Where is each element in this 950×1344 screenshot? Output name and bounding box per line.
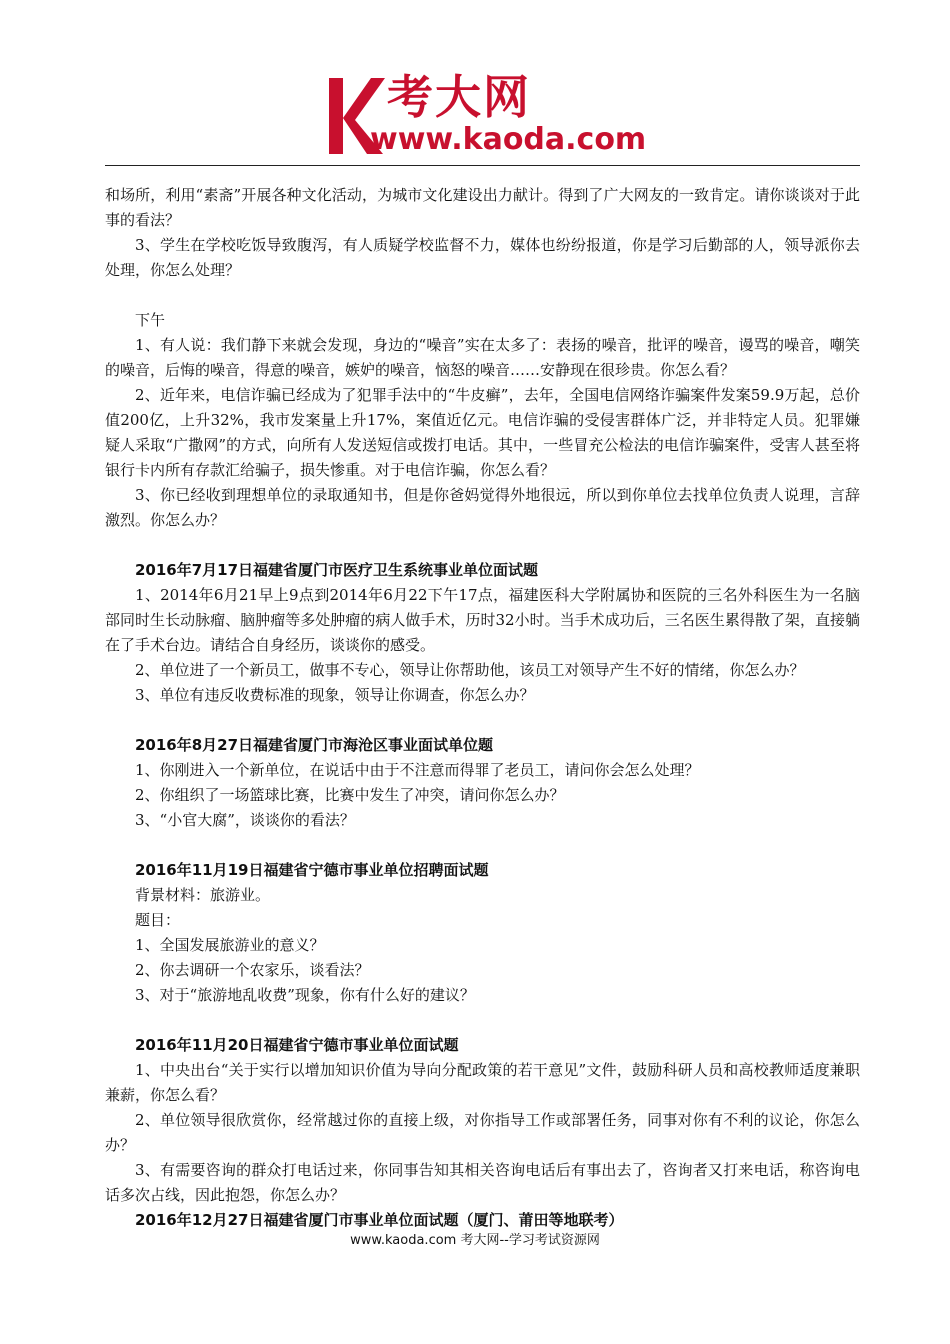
paragraph: 2、你组织了一场篮球比赛，比赛中发生了冲突，请问你怎么办？ bbox=[135, 786, 565, 804]
paragraph: 3、单位有违反收费标准的现象，领导让你调查，你怎么办？ bbox=[135, 686, 535, 704]
paragraph: 3、“小官大腐”，谈谈你的看法？ bbox=[135, 811, 355, 829]
logo-text: 考大网 bbox=[387, 70, 531, 124]
paragraph: 1、你刚进入一个新单位，在说话中由于不注意而得罪了老员工，请问你会怎么处理？ bbox=[135, 761, 700, 779]
paragraph: 2、你去调研一个农家乐，谈看法？ bbox=[135, 961, 370, 979]
logo-url[interactable]: www.kaoda.com bbox=[370, 122, 647, 157]
paragraph-gap bbox=[105, 833, 860, 858]
header-divider bbox=[105, 165, 860, 166]
paragraph-gap bbox=[105, 708, 860, 733]
paragraph: 和场所，利用“素斋”开展各种文化活动，为城市文化建设出力献计。得到了广大网友的一致肯定。请你谈谈对于此事的看法？ bbox=[105, 186, 860, 229]
section-heading: 2016年8月27日福建省厦门市海沧区事业面试单位题 bbox=[135, 736, 494, 754]
paragraph: 3、有需要咨询的群众打电话过来，你同事告知其相关咨询电话后有事出去了，咨询者又打来电话，称咨询电话多次占线，因此抱怨，你怎么办？ bbox=[105, 1161, 860, 1204]
paragraph: 背景材料：旅游业。 bbox=[135, 886, 271, 904]
paragraph: 2、单位领导很欣赏你，经常越过你的直接上级，对你指导工作或部署任务，同事对你有不利的议论，你怎么办？ bbox=[105, 1111, 860, 1154]
paragraph-gap bbox=[105, 1008, 860, 1033]
section-heading: 2016年7月17日福建省厦门市医疗卫生系统事业单位面试题 bbox=[135, 561, 539, 579]
section-heading: 2016年11月20日福建省宁德市事业单位面试题 bbox=[135, 1036, 459, 1054]
document-body bbox=[105, 183, 860, 1233]
paragraph: 1、中央出台“关于实行以增加知识价值为导向分配政策的若干意见”文件，鼓励科研人员和高校教师适度兼职兼薪，你怎么看？ bbox=[105, 1061, 860, 1104]
paragraph: 2、近年来，电信诈骗已经成为了犯罪手法中的“牛皮癣”，去年，全国电信网络诈骗案件发案59.9万起，总价值200亿，上升32%，我市发案量上升17%，案值近亿元。电信诈骗的受侵害群体广泛，并非特定人员。犯罪嫌疑人采取“广撒网”的方式，向所有人发送短信或拨打电话。其中，一些冒充公检法的电信诈骗案件，受害人甚至将银行卡内所有存款汇给骗子，损失惨重。对于电信诈骗，你怎么看？ bbox=[105, 386, 860, 479]
paragraph: 3、你已经收到理想单位的录取通知书，但是你爸妈觉得外地很远，所以到你单位去找单位负责人说理，言辞激烈。你怎么办？ bbox=[105, 486, 860, 529]
section-heading: 2016年12月27日福建省厦门市事业单位面试题（厦门、莆田等地联考） bbox=[135, 1211, 624, 1229]
page-footer: www.kaoda.com 考大网--学习考试资源网 bbox=[350, 1233, 600, 1248]
paragraph: 2、单位进了一个新员工，做事不专心，领导让你帮助他，该员工对领导产生不好的情绪，你怎么办？ bbox=[135, 661, 805, 679]
paragraph: 下午 bbox=[135, 311, 166, 329]
paragraph-gap bbox=[105, 283, 860, 308]
section-heading: 2016年11月19日福建省宁德市事业单位招聘面试题 bbox=[135, 861, 489, 879]
paragraph: 1、有人说：我们静下来就会发现，身边的“噪音”实在太多了：表扬的噪音，批评的噪音，谩骂的噪音，嘲笑的噪音，后悔的噪音，得意的噪音，嫉妒的噪音，恼怒的噪音……安静现在很珍贵。你怎么看？ bbox=[105, 336, 860, 379]
paragraph-gap bbox=[105, 533, 860, 558]
paragraph: 题目： bbox=[135, 911, 181, 929]
kaoda-logo bbox=[325, 70, 655, 160]
paragraph: 3、对于“旅游地乱收费”现象，你有什么好的建议？ bbox=[135, 986, 475, 1004]
paragraph: 1、全国发展旅游业的意义？ bbox=[135, 936, 325, 954]
paragraph: 3、学生在学校吃饭导致腹泻，有人质疑学校监督不力，媒体也纷纷报道，你是学习后勤部的人，领导派你去处理，你怎么处理？ bbox=[105, 236, 860, 279]
paragraph: 1、2014年6月21早上9点到2014年6月22下午17点，福建医科大学附属协和医院的三名外科医生为一名脑部同时生长动脉瘤、脑肿瘤等多处肿瘤的病人做手术，历时32小时。当手术成功后，三名医生累得散了架，直接躺在了手术台边。请结合自身经历，谈谈你的感受。 bbox=[105, 586, 860, 654]
